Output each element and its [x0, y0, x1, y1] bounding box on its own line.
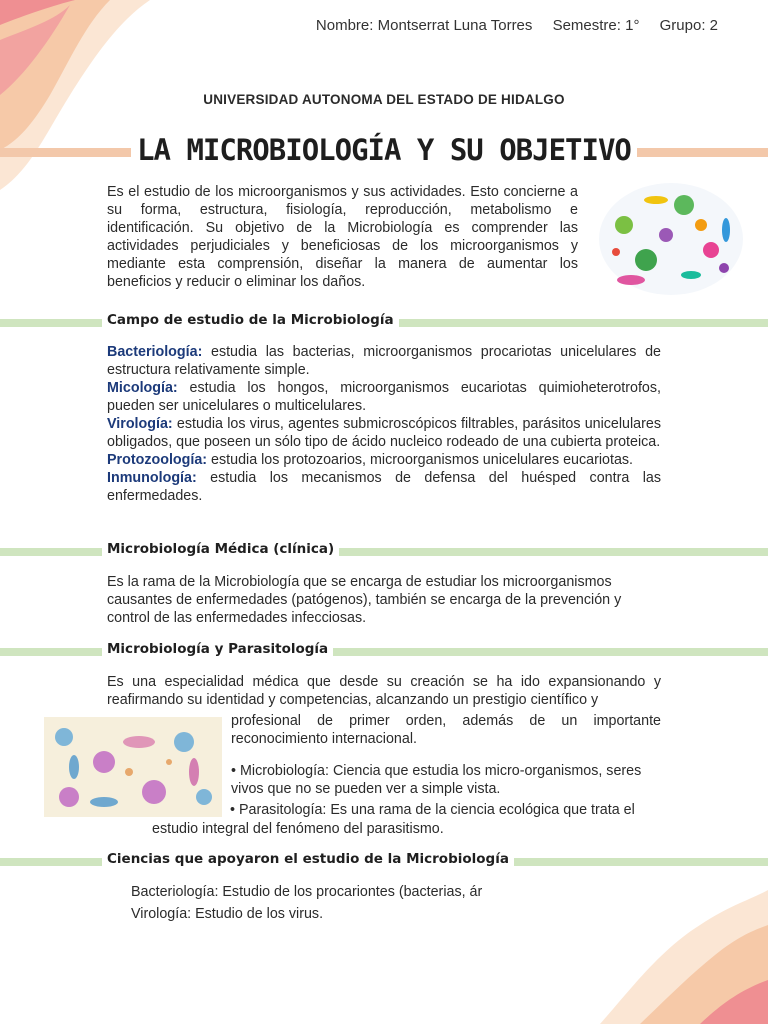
medica-paragraph: Es la rama de la Microbiología que se encarga de estudiar los microorganismos causantes de enfermedades (patógenos), también se encarga de la prevención y control de las enfermedades infecciosas. [107, 574, 622, 626]
student-name: Nombre: Montserrat Luna Torres [315, 17, 533, 34]
group-label: Grupo: 2 [659, 17, 718, 34]
parasitologia-paragraph-wrap: profesional de primer orden, además de un importante reconocimiento internacional. [231, 713, 661, 747]
campo-item-inmunologia: Inmunología: estudia los mecanismos de defensa del huésped contra las enfermedades. [107, 470, 661, 504]
microbes-pattern-illustration [44, 717, 222, 817]
page-title: LA MICROBIOLOGÍA Y SU OBJETIVO [0, 133, 768, 167]
parasitologia-bullet-microbiologia: • Microbiología: Ciencia que estudia los micro-organismos, seres vivos que no se pueden ver a simple vista. [231, 763, 642, 797]
ciencias-item: • Bacteriología: Estudio de los procariontes (bacterias, ár [131, 881, 541, 903]
parasitologia-paragraph-top: Es una especialidad médica que desde su creación se ha ido expansionando y reafirmando su identidad y competencias, alcanzando un prestigio científico y [107, 674, 661, 708]
semester-label: Semestre: 1° [552, 17, 640, 34]
microbes-circle-illustration [596, 180, 746, 298]
campo-item-bacteriologia: Bacteriología: estudia las bacterias, microorganismos procariotas unicelulares de estructura relativamente simple. [107, 344, 661, 378]
section-heading-medica: Microbiología Médica (clínica) [102, 541, 339, 557]
section-heading-parasitologia: Microbiología y Parasitología [102, 641, 333, 657]
student-info [0, 17, 718, 34]
campo-item-virologia: Virología: estudia los virus, agentes submicroscópicos filtrables, parásitos unicelulares obligados, que poseen un sólo tipo de ácido nucleico rodeado de una cubierta proteica. [107, 416, 661, 450]
intro-paragraph: Es el estudio de los microorganismos y sus actividades. Esto concierne a su forma, estructura, fisiología, reproducción, metabolismo e identificación. Su objetivo de la Microbiología es comprender las actividades perjudiciales y beneficiosas de los microorganismos y mediante esta comprensión, diseñar la manera de aumentar los beneficios y reducir o eliminar los daños. [107, 184, 578, 290]
university-name: UNIVERSIDAD AUTONOMA DEL ESTADO DE HIDALGO [203, 92, 565, 107]
section-heading-campo: Campo de estudio de la Microbiología [102, 312, 399, 328]
campo-item-micologia: Micología: estudia los hongos, microorganismos eucariotas quimioheterotrofos, pueden ser unicelulares o multicelulares. [107, 380, 661, 414]
campo-item-protozoologia: Protozoología: estudia los protozoarios, microorganismos unicelulares eucariotas. [107, 452, 634, 468]
parasitologia-bullet-parasitologia-cont: estudio integral del fenómeno del parasitismo. [152, 821, 444, 837]
campo-list [107, 343, 661, 505]
section-heading-ciencias: Ciencias que apoyaron el estudio de la Microbiología [102, 851, 514, 867]
parasitologia-bullet-parasitologia: • Parasitología: Es una rama de la ciencia ecológica que trata el [230, 802, 635, 818]
ciencias-item: • Virología: Estudio de los virus. [131, 903, 541, 925]
ciencias-list [113, 881, 541, 925]
